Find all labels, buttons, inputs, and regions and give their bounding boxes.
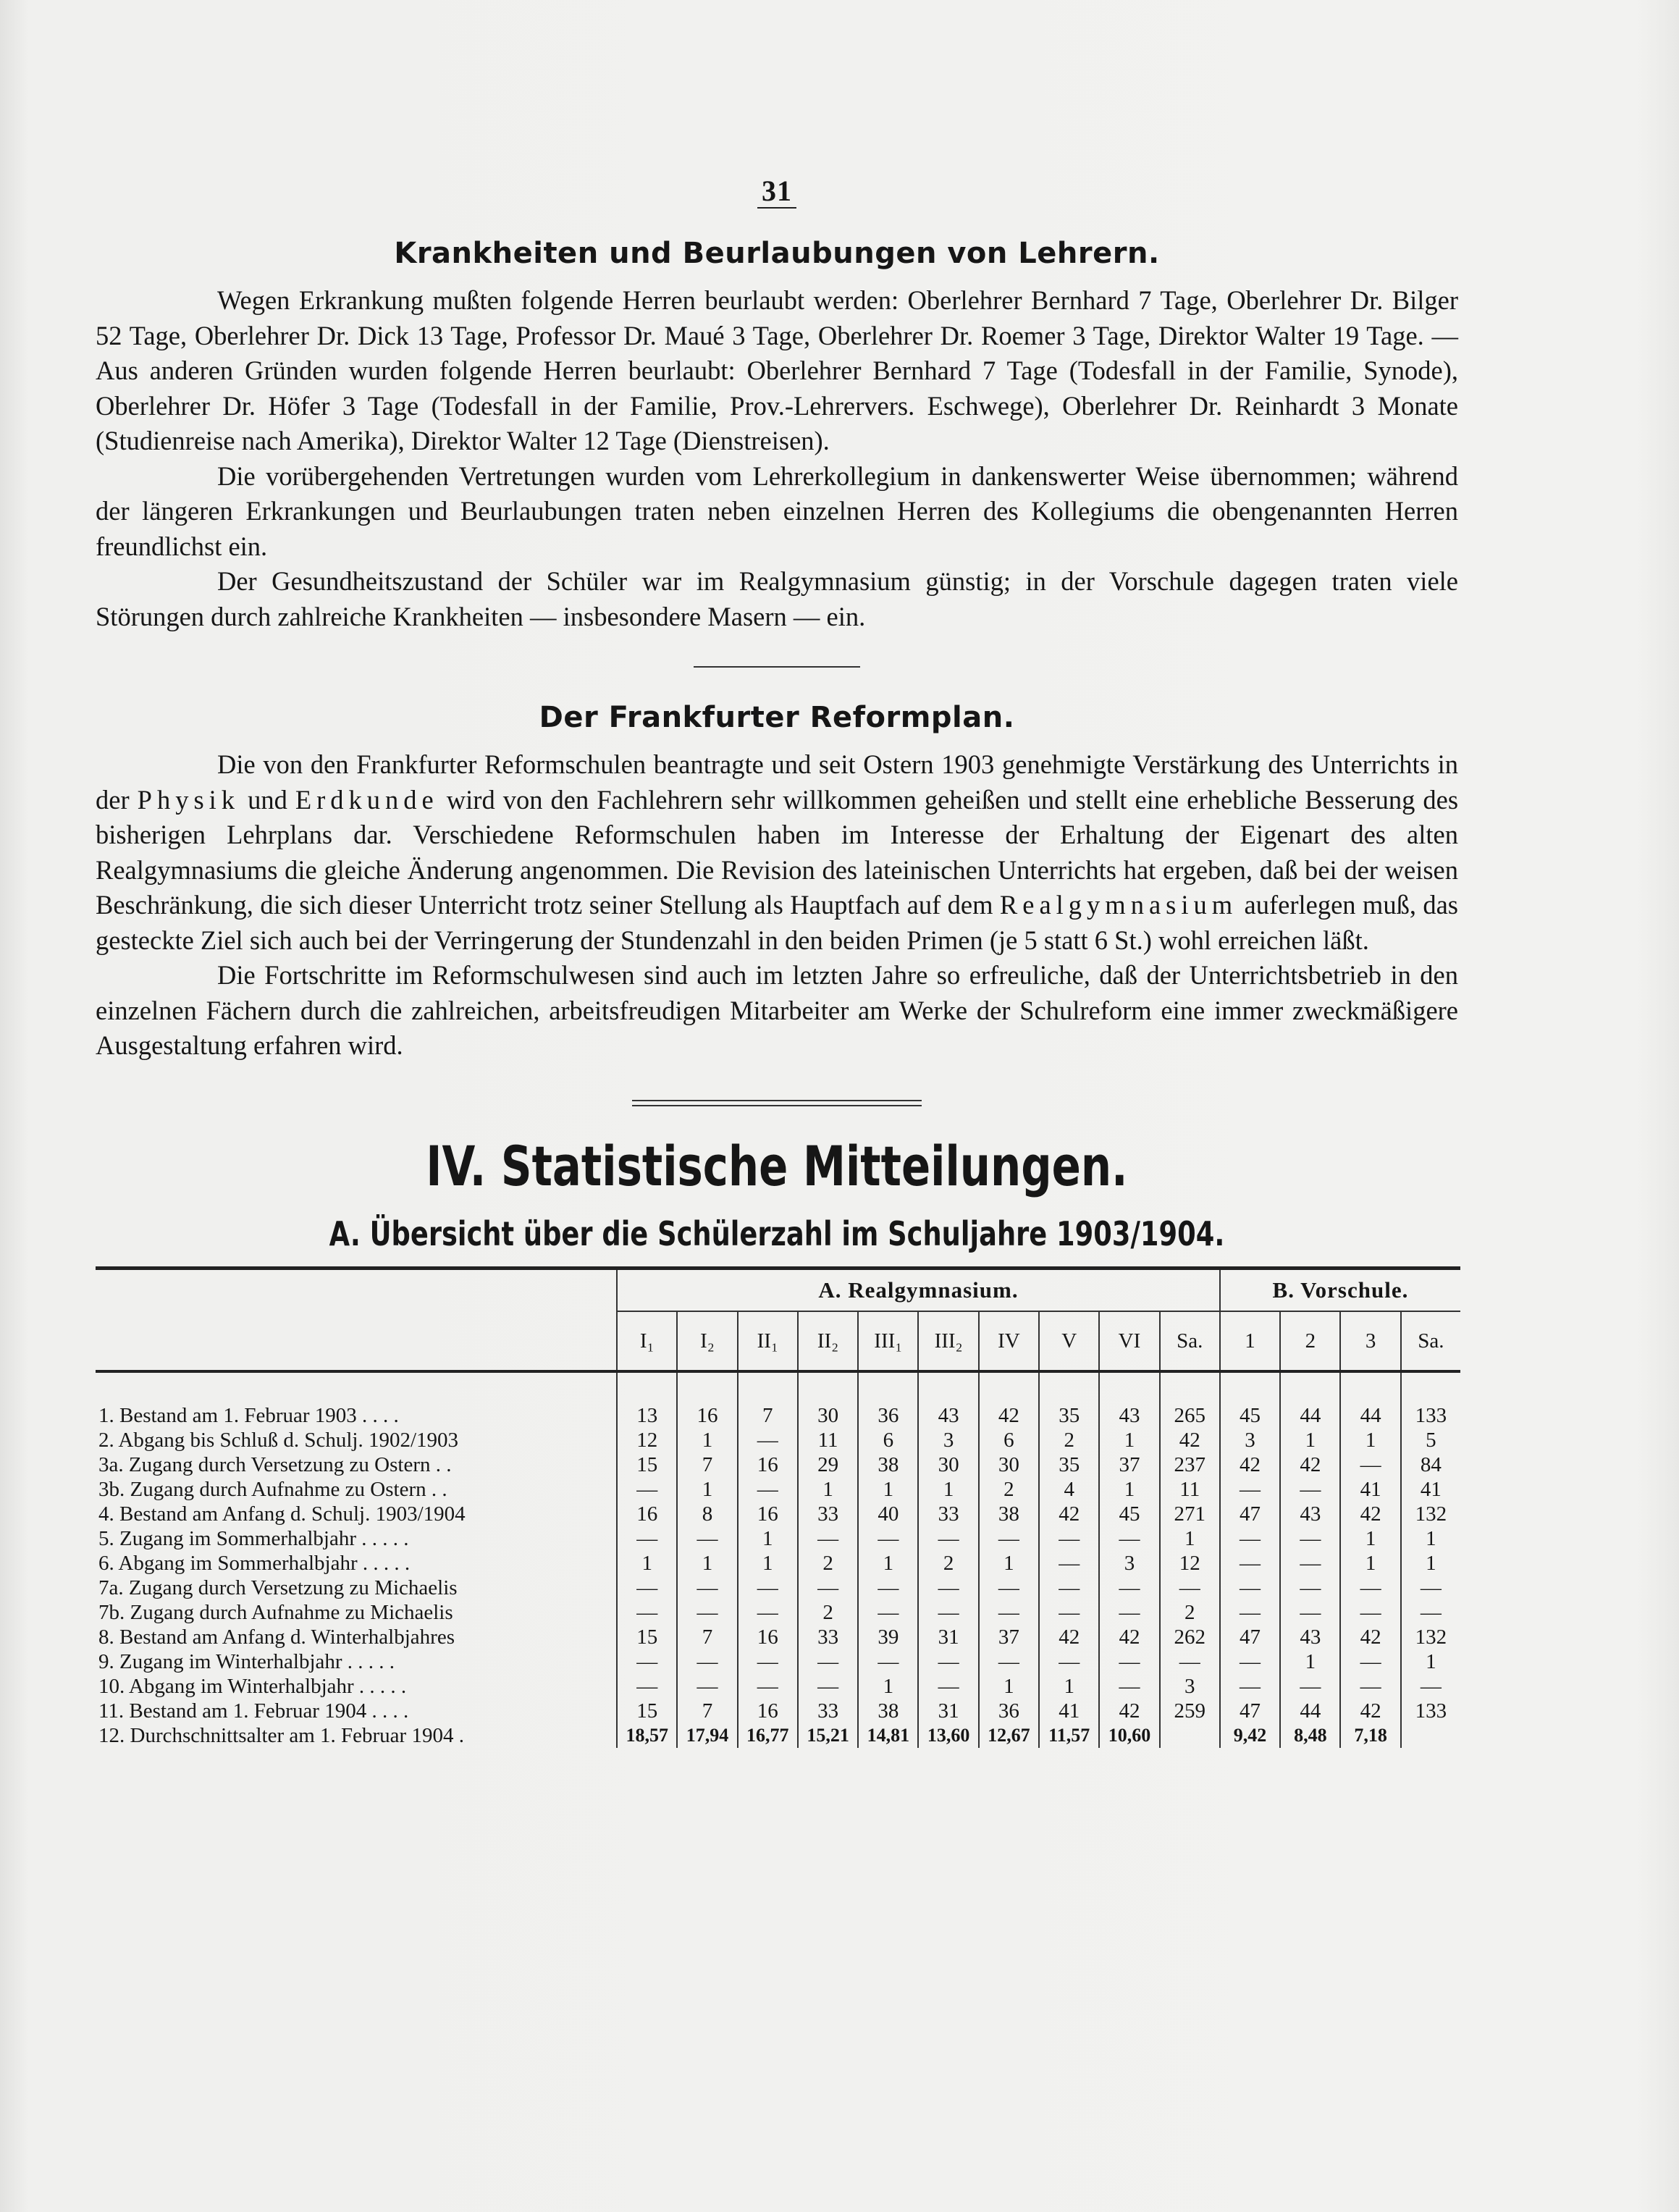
- table-cell: 42: [979, 1371, 1039, 1428]
- column-header: VI: [1099, 1311, 1159, 1371]
- table-cell: —: [677, 1526, 737, 1551]
- row-label: 8. Bestand am Anfang d. Winterhalbjahres: [98, 1625, 455, 1649]
- emphasis-realgymnasium: Realgymnasium: [999, 890, 1238, 920]
- table-cell: —: [1039, 1600, 1099, 1625]
- table-cell: 45: [1220, 1371, 1280, 1428]
- table-cell: —: [617, 1477, 677, 1502]
- table-cell: 35: [1039, 1452, 1099, 1477]
- table-cell: —: [738, 1600, 798, 1625]
- table-cell: 41: [1039, 1699, 1099, 1723]
- table-cell: 7: [677, 1699, 737, 1723]
- table-cell: 2: [1039, 1428, 1099, 1452]
- paragraph-illness-leave: Wegen Erkrankung mußten folgende Herren beurlaubt werden: Oberlehrer Bernhard 7 Tage, Oberlehrer Dr. Bilger 52 Tage, Oberlehrer Dr. Dick 13 Tage, Professor Dr. Maué 3 Tage, Oberlehrer Dr. Roemer 3 Tage, Direktor Walter 19 Tage. — Aus anderen Gründen wurden folgende Herren beurlaubt: Oberlehrer Bernhard 7 Tage (Todesfall in der Familie, Synode), Oberlehrer Dr. Höfer 3 Tage (Todesfall in der Familie, Prov.-Lehrervers. Eschwege), Oberlehrer Dr. Reinhardt 3 Monate (Studienreise nach Amerika), Direktor Walter 12 Tage (Dienstreisen).: [96, 285, 1458, 455]
- table-cell: 1: [1280, 1649, 1340, 1674]
- table-cell: 42: [1340, 1625, 1400, 1649]
- table-cell: 262: [1160, 1625, 1220, 1649]
- table-cell: 15: [617, 1625, 677, 1649]
- table-cell: 1: [979, 1674, 1039, 1699]
- table-cell: 4: [1039, 1477, 1099, 1502]
- table-cell: 42: [1220, 1452, 1280, 1477]
- table-cell: —: [918, 1576, 978, 1600]
- table-cell: 31: [918, 1625, 978, 1649]
- table-cell: 30: [979, 1452, 1039, 1477]
- table-cell: —: [1039, 1551, 1099, 1576]
- table-cell: 42: [1280, 1452, 1340, 1477]
- table-group-header-row: [96, 1268, 1460, 1311]
- column-header: IV: [979, 1311, 1039, 1371]
- table-row: [96, 1576, 1460, 1600]
- table-cell: —: [1039, 1526, 1099, 1551]
- table-cell: 12,67: [979, 1723, 1039, 1748]
- table-cell: —: [1160, 1649, 1220, 1674]
- row-label: 4. Bestand am Anfang d. Schulj. 1903/1904: [98, 1502, 466, 1526]
- table-cell: —: [1039, 1649, 1099, 1674]
- table-cell: 1: [918, 1477, 978, 1502]
- table-cell: 13,60: [918, 1723, 978, 1748]
- table-row: [96, 1502, 1460, 1526]
- table-column-header-row: [96, 1311, 1460, 1371]
- table-cell: 36: [858, 1371, 918, 1428]
- table-cell: —: [979, 1649, 1039, 1674]
- table-cell: —: [1401, 1600, 1460, 1625]
- table-cell: 30: [798, 1371, 858, 1428]
- table-cell: 8: [677, 1502, 737, 1526]
- table-cell: 84: [1401, 1452, 1460, 1477]
- table-cell: 9,42: [1220, 1723, 1280, 1748]
- table-cell: —: [677, 1576, 737, 1600]
- column-header: 1: [1220, 1311, 1280, 1371]
- table-cell: 15: [617, 1699, 677, 1723]
- table-cell: 17,94: [677, 1723, 737, 1748]
- column-header: II₁: [738, 1311, 798, 1371]
- table-cell: —: [677, 1674, 737, 1699]
- table-cell: —: [1220, 1477, 1280, 1502]
- row-label: 11. Bestand am 1. Februar 1904 . . . .: [98, 1699, 409, 1723]
- table-cell: 11: [798, 1428, 858, 1452]
- table-cell: —: [1280, 1526, 1340, 1551]
- paragraph-progress: Die Fortschritte im Reformschulwesen sind auch im letzten Jahre so erfreuliche, daß der Unterrichtsbetrieb in den einzelnen Fächern durch die zahlreichen, arbeitsfreudigen Mitarbeiter am Werke der Schulreform eine immer zweckmäßigere Ausgestaltung erfahren wird.: [96, 960, 1458, 1060]
- table-cell: —: [617, 1600, 677, 1625]
- emphasis-physik: Physik: [137, 784, 240, 815]
- table-cell: 3: [1160, 1674, 1220, 1699]
- table-cell: —: [918, 1649, 978, 1674]
- table-cell: 1: [677, 1477, 737, 1502]
- table-cell: —: [1280, 1551, 1340, 1576]
- table-cell: 2: [798, 1600, 858, 1625]
- table-cell: 47: [1220, 1699, 1280, 1723]
- table-row: [96, 1526, 1460, 1551]
- table-cell: —: [1401, 1674, 1460, 1699]
- table-cell: 132: [1401, 1625, 1460, 1649]
- table-cell: 1: [1099, 1477, 1159, 1502]
- table-cell: 42: [1099, 1625, 1159, 1649]
- table-row: [96, 1674, 1460, 1699]
- table-cell: 39: [858, 1625, 918, 1649]
- table-cell: [1401, 1723, 1460, 1748]
- table-cell: —: [1340, 1600, 1400, 1625]
- table-cell: 44: [1280, 1699, 1340, 1723]
- emphasis-erdkunde: Erdkunde: [295, 784, 439, 815]
- table-cell: 41: [1401, 1477, 1460, 1502]
- table-cell: 8,48: [1280, 1723, 1340, 1748]
- table-cell: 42: [1340, 1699, 1400, 1723]
- table-cell: 1: [738, 1551, 798, 1576]
- table-cell: 1: [1340, 1526, 1400, 1551]
- table-cell: 2: [798, 1551, 858, 1576]
- table-cell: 10,60: [1099, 1723, 1159, 1748]
- paragraph-health: Der Gesundheitszustand der Schüler war im Realgymnasium günstig; in der Vorschule dagegen traten viele Störungen durch zahlreiche Krankheiten — insbesondere Masern — ein.: [96, 566, 1458, 631]
- table-cell: —: [1340, 1452, 1400, 1477]
- table-cell: —: [1220, 1576, 1280, 1600]
- table-cell: —: [617, 1576, 677, 1600]
- table-cell: —: [617, 1526, 677, 1551]
- table-cell: 18,57: [617, 1723, 677, 1748]
- table-cell: —: [798, 1526, 858, 1551]
- table-cell: 35: [1039, 1371, 1099, 1428]
- table-row: [96, 1452, 1460, 1477]
- table-cell: —: [1220, 1526, 1280, 1551]
- table-cell: —: [1099, 1600, 1159, 1625]
- table-cell: —: [1220, 1600, 1280, 1625]
- row-label: 10. Abgang im Winterhalbjahr . . . . .: [98, 1674, 407, 1698]
- table-cell: 3: [1099, 1551, 1159, 1576]
- table-cell: 16: [677, 1371, 737, 1428]
- table-cell: 33: [918, 1502, 978, 1526]
- table-title: A. Übersicht über die Schülerzahl im Schuljahre 1903/1904.: [329, 1214, 1225, 1253]
- row-label: 2. Abgang bis Schluß d. Schulj. 1902/1903: [98, 1428, 459, 1452]
- table-cell: —: [979, 1526, 1039, 1551]
- table-cell: 16: [617, 1502, 677, 1526]
- table-cell: [1160, 1723, 1220, 1748]
- table-cell: 44: [1280, 1371, 1340, 1428]
- table-cell: 43: [1280, 1502, 1340, 1526]
- table-cell: 2: [979, 1477, 1039, 1502]
- table-cell: 2: [1160, 1600, 1220, 1625]
- table-cell: —: [1099, 1576, 1159, 1600]
- table-cell: 30: [918, 1452, 978, 1477]
- table-row: [96, 1625, 1460, 1649]
- table-row: [96, 1371, 1460, 1428]
- table-cell: —: [1401, 1576, 1460, 1600]
- paragraph-substitutions: Die vorübergehenden Vertretungen wurden vom Lehrerkollegium in dankenswerter Weise übernommen; während der längeren Erkrankungen und Beurlaubungen traten neben einzelnen Herren des Kollegiums die obengenannten Herren freundlichst ein.: [96, 461, 1458, 561]
- table-cell: 38: [979, 1502, 1039, 1526]
- table-cell: 1: [677, 1551, 737, 1576]
- column-header: I₁: [617, 1311, 677, 1371]
- table-cell: 37: [979, 1625, 1039, 1649]
- table-cell: 45: [1099, 1502, 1159, 1526]
- table-cell: 1: [1039, 1674, 1099, 1699]
- table-cell: —: [1280, 1674, 1340, 1699]
- table-cell: 2: [918, 1551, 978, 1576]
- table-cell: 15: [617, 1452, 677, 1477]
- table-cell: —: [677, 1649, 737, 1674]
- table-cell: —: [738, 1674, 798, 1699]
- table-row: [96, 1477, 1460, 1502]
- table-cell: —: [1220, 1674, 1280, 1699]
- table-cell: —: [858, 1576, 918, 1600]
- section-divider: [694, 666, 860, 668]
- table-cell: 16: [738, 1502, 798, 1526]
- table-cell: 42: [1340, 1502, 1400, 1526]
- table-cell: —: [1099, 1674, 1159, 1699]
- table-cell: 33: [798, 1625, 858, 1649]
- table-cell: 132: [1401, 1502, 1460, 1526]
- table-cell: —: [918, 1600, 978, 1625]
- table-cell: 7: [677, 1452, 737, 1477]
- table-cell: 43: [918, 1371, 978, 1428]
- table-cell: 7: [738, 1371, 798, 1428]
- table-cell: 16: [738, 1452, 798, 1477]
- table-cell: —: [1099, 1649, 1159, 1674]
- table-cell: —: [798, 1649, 858, 1674]
- table-cell: —: [617, 1674, 677, 1699]
- table-cell: 42: [1160, 1428, 1220, 1452]
- table-body: [96, 1371, 1460, 1748]
- table-row: [96, 1600, 1460, 1625]
- table-cell: 3: [1220, 1428, 1280, 1452]
- table-cell: 33: [798, 1502, 858, 1526]
- table-cell: —: [1160, 1576, 1220, 1600]
- table-cell: 16: [738, 1699, 798, 1723]
- table-cell: 38: [858, 1699, 918, 1723]
- table-cell: 265: [1160, 1371, 1220, 1428]
- table-stub-header: [96, 1311, 617, 1371]
- table-cell: —: [1220, 1649, 1280, 1674]
- table-cell: —: [918, 1526, 978, 1551]
- table-cell: 1: [1401, 1526, 1460, 1551]
- table-cell: —: [918, 1674, 978, 1699]
- table-cell: 16: [738, 1625, 798, 1649]
- table-cell: —: [1280, 1477, 1340, 1502]
- table-cell: 41: [1340, 1477, 1400, 1502]
- table-cell: 1: [858, 1551, 918, 1576]
- table-cell: 271: [1160, 1502, 1220, 1526]
- table-cell: —: [858, 1600, 918, 1625]
- table-cell: 33: [798, 1699, 858, 1723]
- table-cell: 14,81: [858, 1723, 918, 1748]
- row-label: 7a. Zugang durch Versetzung zu Michaelis: [98, 1576, 458, 1599]
- table-row: [96, 1649, 1460, 1674]
- table-cell: 1: [617, 1551, 677, 1576]
- table-cell: 12: [617, 1428, 677, 1452]
- column-header: I₂: [677, 1311, 737, 1371]
- table-cell: 259: [1160, 1699, 1220, 1723]
- table-cell: 1: [1099, 1428, 1159, 1452]
- row-label: 9. Zugang im Winterhalbjahr . . . . .: [98, 1649, 395, 1673]
- row-label: 5. Zugang im Sommerhalbjahr . . . . .: [98, 1526, 409, 1550]
- table-cell: 11,57: [1039, 1723, 1099, 1748]
- table-cell: 5: [1401, 1428, 1460, 1452]
- table-cell: 7,18: [1340, 1723, 1400, 1748]
- table-cell: 133: [1401, 1699, 1460, 1723]
- table-cell: —: [1280, 1576, 1340, 1600]
- table-cell: 16,77: [738, 1723, 798, 1748]
- table-cell: 40: [858, 1502, 918, 1526]
- table-cell: 237: [1160, 1452, 1220, 1477]
- column-header: Sa.: [1401, 1311, 1460, 1371]
- table-cell: 31: [918, 1699, 978, 1723]
- table-cell: 15,21: [798, 1723, 858, 1748]
- column-header: Sa.: [1160, 1311, 1220, 1371]
- row-label: 12. Durchschnittsalter am 1. Februar 1904 .: [98, 1723, 464, 1747]
- page-content: [96, 174, 1458, 1748]
- table-cell: —: [979, 1576, 1039, 1600]
- table-cell: —: [1340, 1649, 1400, 1674]
- reform-text-part: Die von den Frankfurter Reformschulen beantragte und seit Ostern 1903 genehmigte Verstärkung des Unterrichts in der: [96, 749, 1458, 815]
- table-cell: 43: [1280, 1625, 1340, 1649]
- row-label: 3b. Zugang durch Aufnahme zu Ostern . .: [98, 1477, 447, 1501]
- table-cell: 43: [1099, 1371, 1159, 1428]
- column-header: II₂: [798, 1311, 858, 1371]
- table-cell: —: [858, 1526, 918, 1551]
- reform-text-part: wird von den Fachlehrern sehr willkommen geheißen und stellt eine erhebliche Besserung des bisherigen Lehrplans dar. Verschiedene Reformschulen haben im Interesse der Erhaltung der Eigenart des alten Realgymnasiums die gleiche Änderung angenommen. Die Revision des lateinischen Unterrichts hat ergeben, daß bei der weisen Beschränkung, die sich dieser Unterricht trotz seiner Stellung als Hauptfach auf dem: [96, 784, 1459, 920]
- table-cell: 37: [1099, 1452, 1159, 1477]
- table-row: [96, 1723, 1460, 1748]
- column-header: III₁: [858, 1311, 918, 1371]
- table-cell: 13: [617, 1371, 677, 1428]
- table-cell: 11: [1160, 1477, 1220, 1502]
- row-label: 1. Bestand am 1. Februar 1903 . . . .: [98, 1403, 399, 1427]
- table-row: [96, 1428, 1460, 1452]
- table-cell: —: [1099, 1526, 1159, 1551]
- student-statistics-table: [96, 1266, 1460, 1748]
- table-cell: —: [738, 1649, 798, 1674]
- table-cell: 42: [1039, 1502, 1099, 1526]
- table-row: [96, 1551, 1460, 1576]
- table-cell: —: [798, 1674, 858, 1699]
- table-cell: 1: [1401, 1649, 1460, 1674]
- table-row: [96, 1699, 1460, 1723]
- table-cell: 44: [1340, 1371, 1400, 1428]
- table-cell: —: [1039, 1576, 1099, 1600]
- table-cell: —: [738, 1428, 798, 1452]
- table-cell: —: [617, 1649, 677, 1674]
- table-cell: 133: [1401, 1371, 1460, 1428]
- table-cell: 6: [858, 1428, 918, 1452]
- group-header-realgymnasium: A. Realgymnasium.: [617, 1268, 1220, 1311]
- column-header: V: [1039, 1311, 1099, 1371]
- paragraph-reform-plan: [96, 747, 1458, 958]
- table-cell: 12: [1160, 1551, 1220, 1576]
- table-cell: 1: [677, 1428, 737, 1452]
- table-stub-header: [96, 1268, 617, 1311]
- table-cell: —: [979, 1600, 1039, 1625]
- table-cell: 42: [1039, 1625, 1099, 1649]
- part-divider: [632, 1100, 922, 1106]
- table-cell: 1: [979, 1551, 1039, 1576]
- column-header: III₂: [918, 1311, 978, 1371]
- table-cell: 1: [1340, 1428, 1400, 1452]
- table-cell: —: [677, 1600, 737, 1625]
- page-number: 31: [96, 174, 1458, 208]
- reform-text-part: auferlegen muß, das gesteckte Ziel sich auch bei der Verringerung der Stundenzahl in den beiden Primen (je 5 statt 6 St.) wohl erreichen läßt.: [96, 890, 1458, 955]
- table-cell: 1: [1340, 1551, 1400, 1576]
- section-title-illness: Krankheiten und Beurlaubungen von Lehrern.: [394, 237, 1160, 270]
- table-cell: —: [1220, 1551, 1280, 1576]
- table-cell: 47: [1220, 1625, 1280, 1649]
- reform-text-part: und: [240, 784, 295, 815]
- table-cell: 1: [858, 1674, 918, 1699]
- table-cell: 38: [858, 1452, 918, 1477]
- table-cell: 3: [918, 1428, 978, 1452]
- row-label: 6. Abgang im Sommerhalbjahr . . . . .: [98, 1551, 411, 1575]
- row-label: 7b. Zugang durch Aufnahme zu Michaelis: [98, 1600, 453, 1624]
- group-header-vorschule: B. Vorschule.: [1220, 1268, 1460, 1311]
- section-title-reform: Der Frankfurter Reformplan.: [539, 701, 1015, 734]
- part-title: IV. Statistische Mitteilungen.: [426, 1133, 1128, 1198]
- table-cell: 7: [677, 1625, 737, 1649]
- table-cell: —: [1280, 1600, 1340, 1625]
- table-cell: 1: [1160, 1526, 1220, 1551]
- table-cell: 29: [798, 1452, 858, 1477]
- table-cell: 1: [1401, 1551, 1460, 1576]
- table-cell: 6: [979, 1428, 1039, 1452]
- table-cell: —: [858, 1649, 918, 1674]
- table-cell: 1: [858, 1477, 918, 1502]
- table-cell: —: [738, 1576, 798, 1600]
- column-header: 2: [1280, 1311, 1340, 1371]
- table-cell: 1: [798, 1477, 858, 1502]
- table-cell: 42: [1099, 1699, 1159, 1723]
- table-cell: —: [1340, 1674, 1400, 1699]
- table-cell: —: [738, 1477, 798, 1502]
- table-cell: —: [1340, 1576, 1400, 1600]
- table-cell: 1: [738, 1526, 798, 1551]
- table-cell: —: [798, 1576, 858, 1600]
- table-cell: 36: [979, 1699, 1039, 1723]
- table-cell: 1: [1280, 1428, 1340, 1452]
- column-header: 3: [1340, 1311, 1400, 1371]
- row-label: 3a. Zugang durch Versetzung zu Ostern . .: [98, 1452, 452, 1476]
- table-cell: 47: [1220, 1502, 1280, 1526]
